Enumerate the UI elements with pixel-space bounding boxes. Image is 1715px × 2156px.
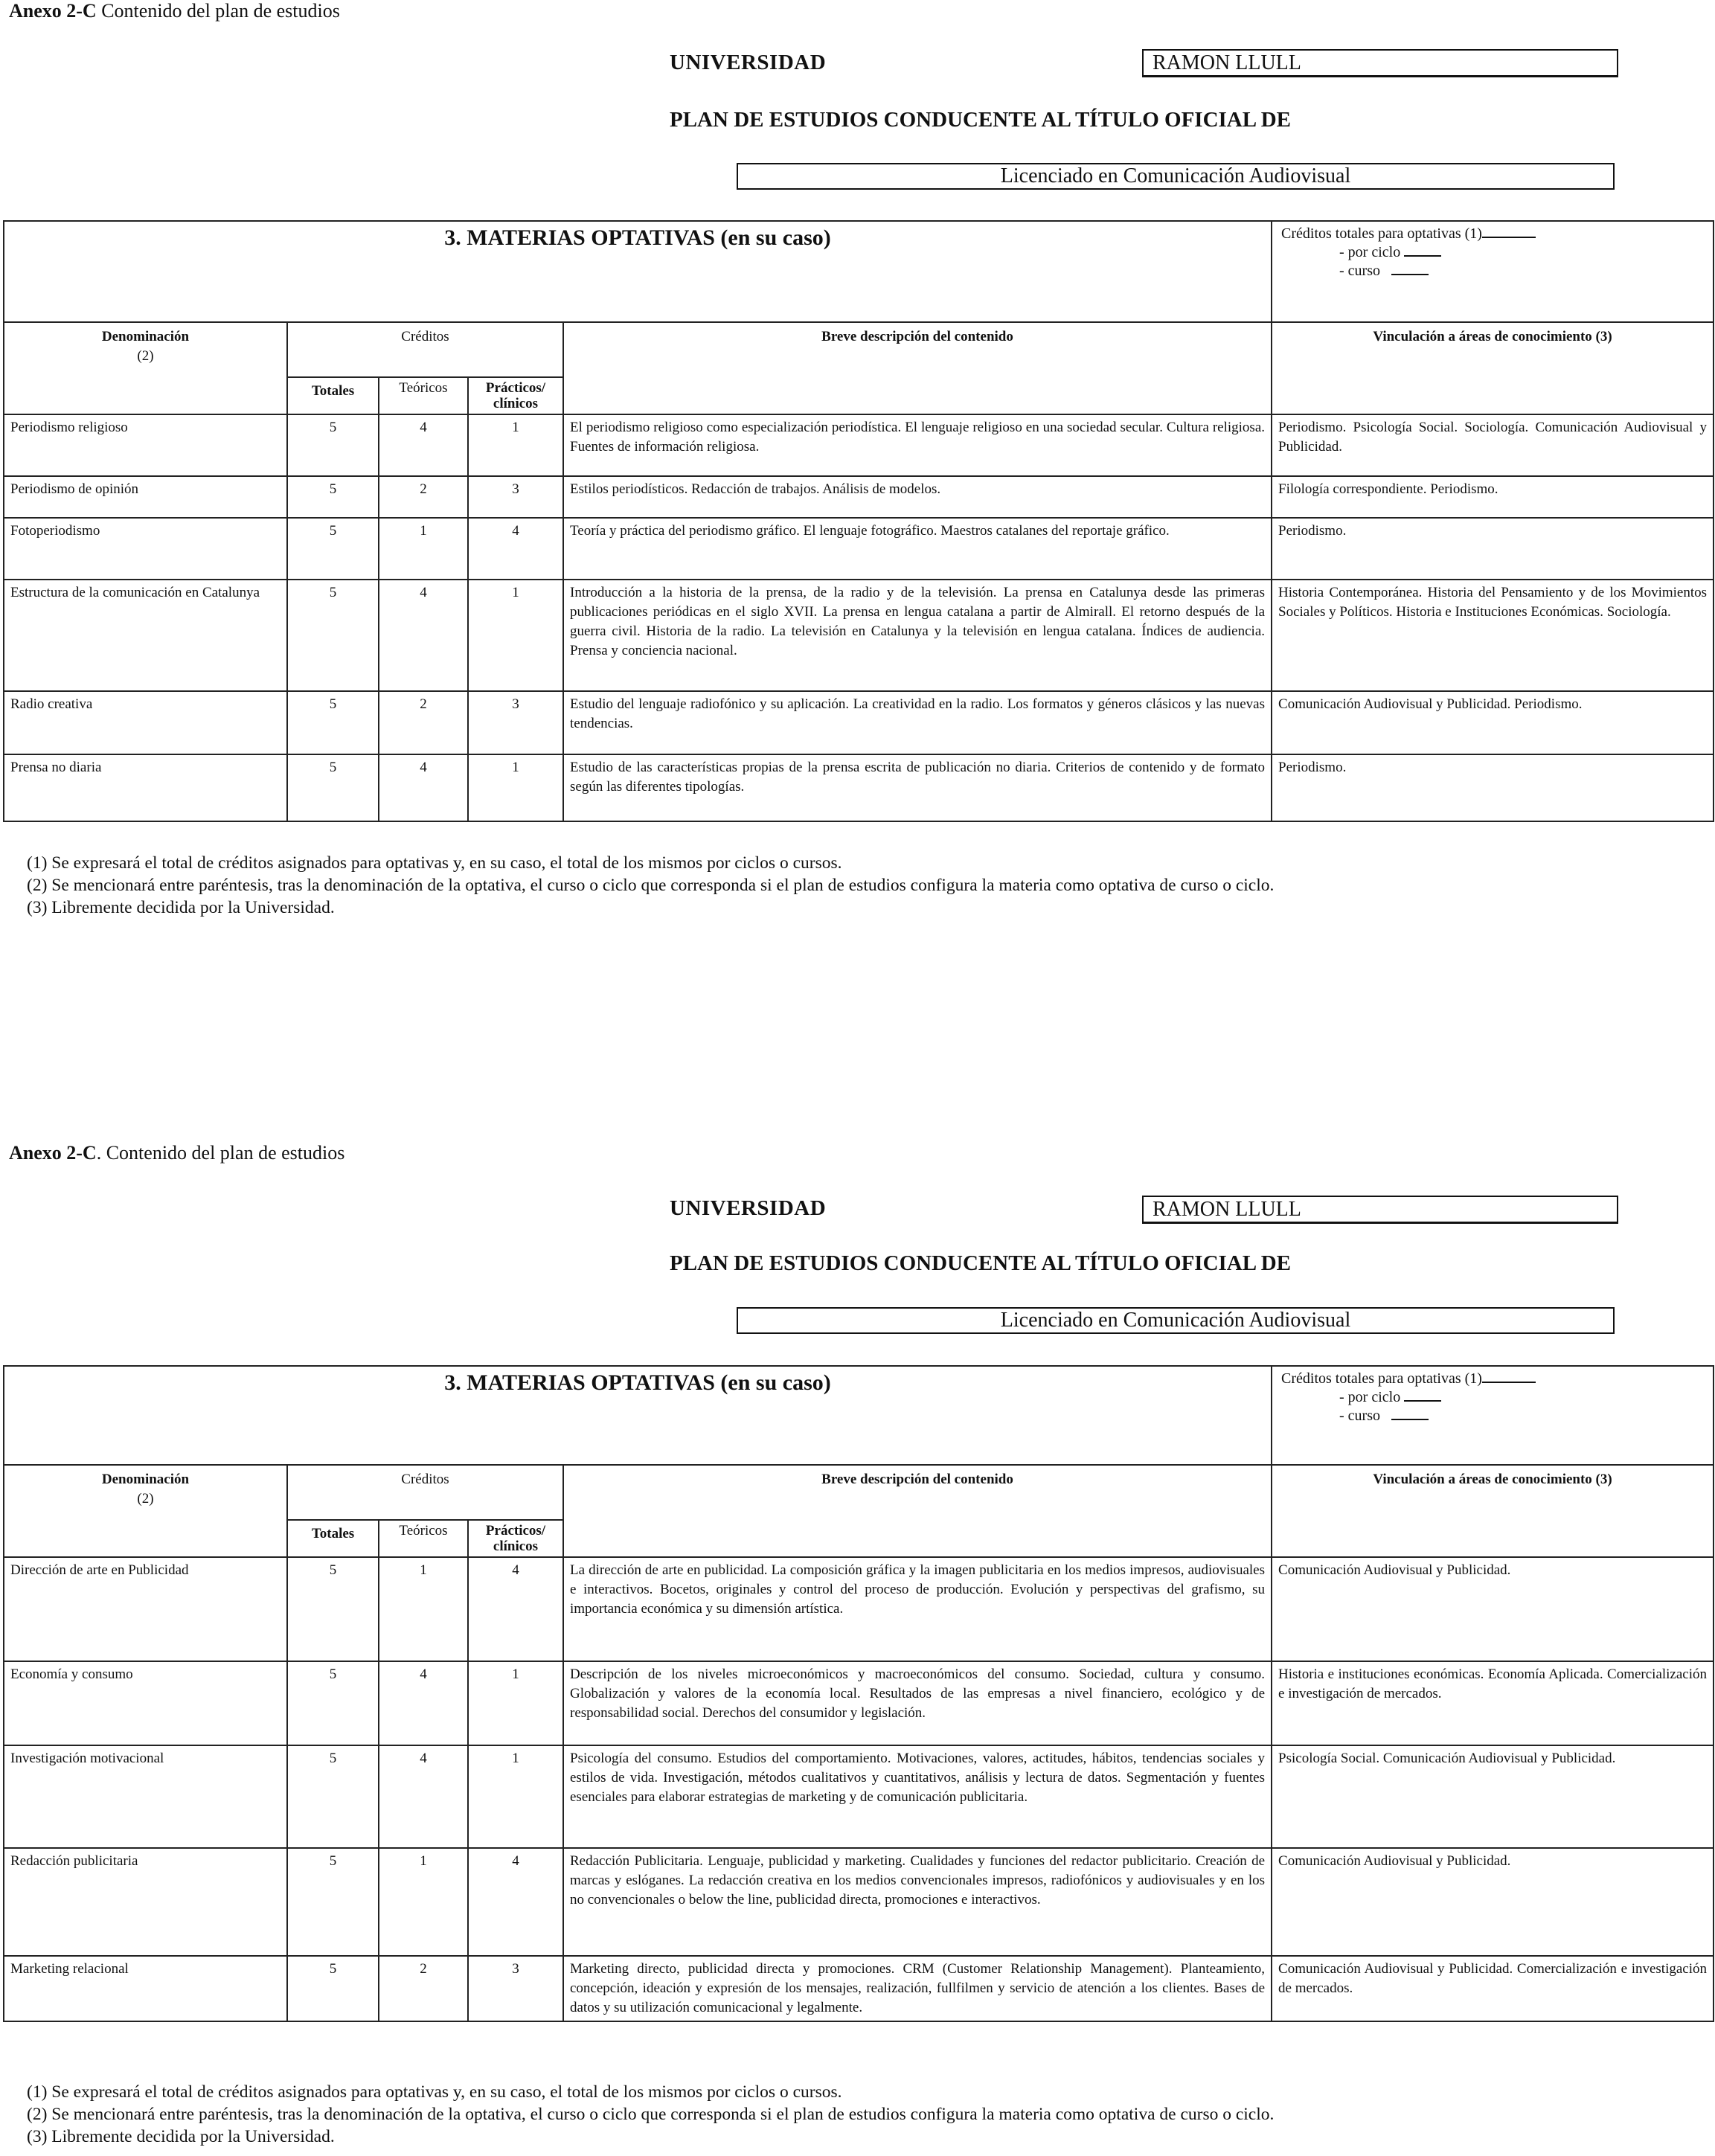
- row-teoricos: 2: [379, 476, 468, 518]
- row-areas: Historia e instituciones económicas. Economía Aplicada. Comercialización e investigación de mercados.: [1272, 1661, 1714, 1745]
- row-teoricos: 2: [379, 691, 468, 754]
- row-teoricos: 1: [379, 1557, 468, 1661]
- universidad-label: UNIVERSIDAD: [670, 51, 827, 74]
- table-row: [4, 1745, 1714, 1848]
- row-totales: 5: [287, 580, 379, 691]
- table-row: [4, 754, 1714, 821]
- row-practicos: 3: [468, 1956, 563, 2021]
- universidad-label: UNIVERSIDAD: [670, 1196, 827, 1220]
- row-areas: Periodismo. Psicología Social. Sociología. Comunicación Audiovisual y Publicidad.: [1272, 414, 1714, 476]
- row-name: Dirección de arte en Publicidad: [4, 1557, 287, 1661]
- footnote-2: (2) Se mencionará entre paréntesis, tras la denominación de la optativa, el curso o ciclo que corresponda si el plan de estudios configura la materia como optativa de curso o ciclo.: [27, 2105, 1275, 2124]
- row-name: Prensa no diaria: [4, 754, 287, 821]
- row-name: Radio creativa: [4, 691, 287, 754]
- table-row: [4, 414, 1714, 476]
- footnote-3: (3) Libremente decidida por la Universidad.: [27, 2127, 335, 2146]
- row-desc: Estilos periodísticos. Redacción de trabajos. Análisis de modelos.: [563, 476, 1272, 518]
- row-name: Fotoperiodismo: [4, 518, 287, 580]
- header-teoricos: Teóricos: [379, 377, 468, 414]
- header-practicos: Prácticos/ clínicos: [468, 1520, 563, 1557]
- row-areas: Comunicación Audiovisual y Publicidad. Comercialización e investigación de mercados.: [1272, 1956, 1714, 2021]
- header-descripcion: Breve descripción del contenido: [563, 1465, 1272, 1557]
- table-row: [4, 1557, 1714, 1661]
- row-practicos: 4: [468, 518, 563, 580]
- row-desc: Estudio de las características propias de la prensa escrita de publicación no diaria. Criterios de contenido y de formato según las diferentes tipologías.: [563, 754, 1272, 821]
- row-practicos: 1: [468, 414, 563, 476]
- row-teoricos: 4: [379, 754, 468, 821]
- row-areas: Comunicación Audiovisual y Publicidad. Periodismo.: [1272, 691, 1714, 754]
- header-denominacion: Denominación (2): [4, 1465, 287, 1557]
- row-totales: 5: [287, 476, 379, 518]
- materias-title: 3. MATERIAS OPTATIVAS (en su caso): [4, 1366, 1272, 1465]
- creditos-totales: Créditos totales para optativas (1) - por ciclo - curso: [1272, 1366, 1714, 1465]
- row-desc: Teoría y práctica del periodismo gráfico. El lenguaje fotográfico. Maestros catalanes del reportaje gráfico.: [563, 518, 1272, 580]
- table-row: [4, 518, 1714, 580]
- row-totales: 5: [287, 1661, 379, 1745]
- materias-table: [3, 220, 1714, 822]
- row-areas: Comunicación Audiovisual y Publicidad.: [1272, 1848, 1714, 1956]
- footnote-2: (2) Se mencionará entre paréntesis, tras la denominación de la optativa, el curso o ciclo que corresponda si el plan de estudios configura la materia como optativa de curso o ciclo.: [27, 876, 1275, 895]
- row-areas: Periodismo.: [1272, 518, 1714, 580]
- row-totales: 5: [287, 1557, 379, 1661]
- table-row: [4, 691, 1714, 754]
- row-totales: 5: [287, 691, 379, 754]
- header-denominacion: Denominación (2): [4, 322, 287, 414]
- row-teoricos: 4: [379, 1745, 468, 1848]
- row-desc: Introducción a la historia de la prensa, de la radio y de la televisión. La prensa en Catalunya desde las primeras publicaciones periódicas en el siglo XVII. La prensa en lengua catalana a partir de Almirall. El retorno después de la guerra civil. Historia de la radio. La televisión en Catalunya y la televisión en lengua catalana. Índices de audiencia. Prensa y conciencia nacional.: [563, 580, 1272, 691]
- row-desc: Redacción Publicitaria. Lenguaje, publicidad y marketing. Cualidades y funciones del redactor publicitario. Creación de marcas y eslóganes. La redacción creativa en los medios convencionales impresos, radiofónicos y audiovisuales y en los no convencionales o below the line, publicidad directa, promociones e interactivos.: [563, 1848, 1272, 1956]
- row-name: Periodismo de opinión: [4, 476, 287, 518]
- table-row: [4, 1848, 1714, 1956]
- row-teoricos: 4: [379, 580, 468, 691]
- row-practicos: 4: [468, 1848, 563, 1956]
- header-teoricos: Teóricos: [379, 1520, 468, 1557]
- row-teoricos: 1: [379, 1848, 468, 1956]
- footnote-1: (1) Se expresará el total de créditos asignados para optativas y, en su caso, el total de los mismos por ciclos o cursos.: [27, 2082, 842, 2102]
- row-desc: Marketing directo, publicidad directa y promociones. CRM (Customer Relationship Management). Planteamiento, concepción, ideación y expresión de los mensajes, realización, fullfilmen y servicio de atención a los clientes. Bases de datos y su utilización comunicacional y legalmente.: [563, 1956, 1272, 2021]
- row-practicos: 3: [468, 691, 563, 754]
- row-totales: 5: [287, 1956, 379, 2021]
- row-desc: La dirección de arte en publicidad. La composición gráfica y la imagen publicitaria en los medios impresos, audiovisuales e interactivos. Bocetos, originales y control del proceso de producción. Evolución y perspectivas del grafismo, su importancia económica y su dimensión artística.: [563, 1557, 1272, 1661]
- header-totales: Totales: [287, 377, 379, 414]
- row-teoricos: 1: [379, 518, 468, 580]
- footnote-3: (3) Libremente decidida por la Universidad.: [27, 898, 335, 917]
- universidad-value: RAMON LLULL: [1142, 49, 1618, 77]
- plan-title: PLAN DE ESTUDIOS CONDUCENTE AL TÍTULO OFICIAL DE: [670, 108, 1292, 132]
- row-areas: Periodismo.: [1272, 754, 1714, 821]
- table-row: [4, 476, 1714, 518]
- row-desc: El periodismo religioso como especialización periodística. El lenguaje religioso en una sociedad secular. Cultura religiosa. Fuentes de información religiosa.: [563, 414, 1272, 476]
- header-practicos: Prácticos/ clínicos: [468, 377, 563, 414]
- materias-title: 3. MATERIAS OPTATIVAS (en su caso): [4, 221, 1272, 322]
- row-totales: 5: [287, 414, 379, 476]
- row-name: Investigación motivacional: [4, 1745, 287, 1848]
- row-areas: Comunicación Audiovisual y Publicidad.: [1272, 1557, 1714, 1661]
- row-name: Redacción publicitaria: [4, 1848, 287, 1956]
- row-areas: Filología correspondiente. Periodismo.: [1272, 476, 1714, 518]
- row-name: Periodismo religioso: [4, 414, 287, 476]
- creditos-totales: Créditos totales para optativas (1) - por ciclo - curso: [1272, 221, 1714, 322]
- row-name: Economía y consumo: [4, 1661, 287, 1745]
- row-practicos: 3: [468, 476, 563, 518]
- row-practicos: 1: [468, 580, 563, 691]
- header-creditos: Créditos: [287, 322, 563, 377]
- row-totales: 5: [287, 518, 379, 580]
- row-desc: Psicología del consumo. Estudios del comportamiento. Motivaciones, valores, actitudes, hábitos, tendencias sociales y estilos de vida. Investigación, métodos cualitativos y cuantitativos, análisis y lectura de datos. Segmentación y fuentes esenciales para elaborar estrategias de marketing y de comunicación publicitaria.: [563, 1745, 1272, 1848]
- footnote-1: (1) Se expresará el total de créditos asignados para optativas y, en su caso, el total de los mismos por ciclos o cursos.: [27, 853, 842, 873]
- row-totales: 5: [287, 1848, 379, 1956]
- header-descripcion: Breve descripción del contenido: [563, 322, 1272, 414]
- row-name: Estructura de la comunicación en Catalunya: [4, 580, 287, 691]
- header-creditos: Créditos: [287, 1465, 563, 1520]
- row-teoricos: 4: [379, 1661, 468, 1745]
- titulo-box: Licenciado en Comunicación Audiovisual: [737, 1307, 1615, 1334]
- row-areas: Psicología Social. Comunicación Audiovisual y Publicidad.: [1272, 1745, 1714, 1848]
- header-totales: Totales: [287, 1520, 379, 1557]
- header-vinculacion: Vinculación a áreas de conocimiento (3): [1272, 1465, 1714, 1557]
- table-row: [4, 1661, 1714, 1745]
- row-teoricos: 4: [379, 414, 468, 476]
- row-practicos: 1: [468, 1661, 563, 1745]
- annex-heading: Anexo 2-C. Contenido del plan de estudios: [9, 1142, 345, 1164]
- row-desc: Estudio del lenguaje radiofónico y su aplicación. La creatividad en la radio. Los formatos y géneros clásicos y las nuevas tendencias.: [563, 691, 1272, 754]
- row-teoricos: 2: [379, 1956, 468, 2021]
- footnotes: [27, 852, 1274, 919]
- row-totales: 5: [287, 754, 379, 821]
- plan-title: PLAN DE ESTUDIOS CONDUCENTE AL TÍTULO OFICIAL DE: [670, 1251, 1292, 1275]
- titulo-box: Licenciado en Comunicación Audiovisual: [737, 163, 1615, 190]
- row-name: Marketing relacional: [4, 1956, 287, 2021]
- row-practicos: 4: [468, 1557, 563, 1661]
- annex-heading: Anexo 2-C Contenido del plan de estudios: [9, 0, 340, 22]
- table-row: [4, 1956, 1714, 2021]
- materias-table: [3, 1365, 1714, 2022]
- row-areas: Historia Contemporánea. Historia del Pensamiento y de los Movimientos Sociales y Políticos. Historia e Instituciones Económicas. Sociología.: [1272, 580, 1714, 691]
- table-row: [4, 580, 1714, 691]
- header-vinculacion: Vinculación a áreas de conocimiento (3): [1272, 322, 1714, 414]
- universidad-value: RAMON LLULL: [1142, 1196, 1618, 1224]
- row-totales: 5: [287, 1745, 379, 1848]
- footnotes: [27, 2081, 1274, 2148]
- row-desc: Descripción de los niveles microeconómicos y macroeconómicos del consumo. Sociedad, cultura y consumo. Globalización y valores de la economía local. Resultados de las empresas a nivel financiero, ecológico y de responsabilidad social. Derechos del consumidor y legislación.: [563, 1661, 1272, 1745]
- row-practicos: 1: [468, 1745, 563, 1848]
- row-practicos: 1: [468, 754, 563, 821]
